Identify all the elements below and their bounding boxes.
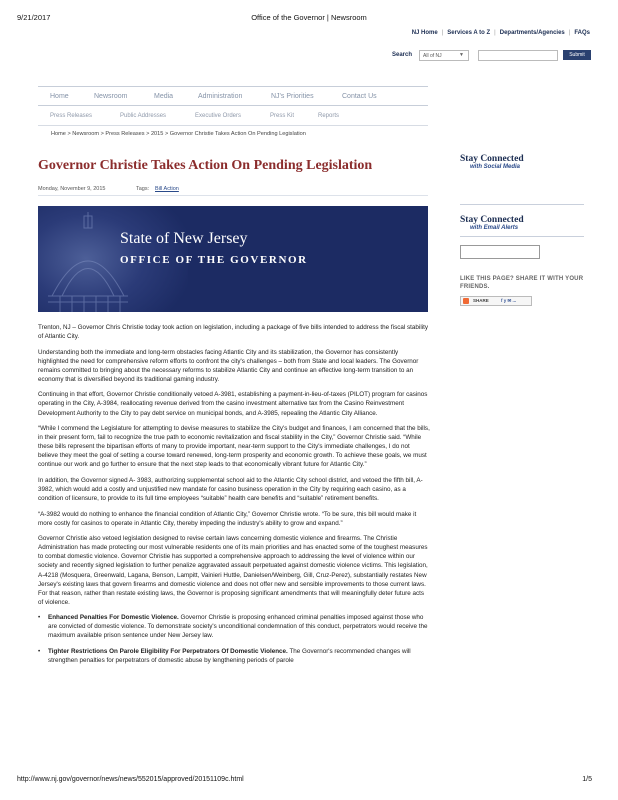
util-link-nj-home[interactable]: NJ Home xyxy=(411,30,438,36)
nav-home[interactable]: Home xyxy=(50,93,69,100)
separator: | xyxy=(494,30,496,36)
separator: | xyxy=(568,30,571,36)
share-icon xyxy=(463,298,469,304)
util-link-faqs[interactable]: FAQs xyxy=(574,30,590,36)
banner-office-text: OFFICE OF THE GOVERNOR xyxy=(120,254,308,266)
chevron-down-icon: ▼ xyxy=(459,52,464,58)
nav-contact[interactable]: Contact Us xyxy=(342,93,377,100)
nav-priorities[interactable]: NJ's Priorities xyxy=(271,93,314,100)
article-paragraph: Trenton, NJ – Governor Chris Christie today took action on legislation, including a package of five bills intended to address the fiscal stability of Atlantic City. xyxy=(38,324,429,341)
main-nav xyxy=(38,86,428,106)
email-subtitle[interactable]: with Email Alerts xyxy=(470,225,519,231)
article-date: Monday, November 9, 2015 xyxy=(38,186,106,192)
email-field[interactable] xyxy=(460,245,540,259)
separator: | xyxy=(441,30,444,36)
banner-state-text: State of New Jersey xyxy=(120,230,248,247)
bullet-text: Governor Christie is proposing enhanced criminal penalties imposed against those who are convicted of domestic violence. To demonstrate society's unconditional condemnation of this conduct, perpetrators would receive the maximum available prison sentence under New Jersey law. xyxy=(48,614,428,640)
article-meta xyxy=(38,186,179,192)
search-scope-select[interactable] xyxy=(419,50,469,61)
social-title[interactable]: Stay Connected xyxy=(460,154,524,164)
subnav-executive-orders[interactable]: Executive Orders xyxy=(195,113,242,119)
search-input[interactable] xyxy=(478,50,558,61)
bullet-icon: • xyxy=(38,614,41,622)
article-paragraph: In addition, the Governor signed A- 3983, authorizing supplemental school aid to the Atlantic City school district, and vetoed the fifth bill, A-3982, which would add a costly and unjustified new mandate for casino business operation in the City by requiring each casino, as a condition of licensure, to provide to its full time employees “suitable” health care benefits and “suitable” retirement benefits. xyxy=(38,476,423,503)
sidebar xyxy=(460,154,600,306)
divider xyxy=(460,204,584,205)
breadcrumb[interactable]: Home > Newsroom > Press Releases > 2015 > Governor Christie Takes Action On Pending Legislation xyxy=(51,131,306,137)
article-paragraph: “While I commend the Legislature for attempting to devise measures to stabilize the City's budget and finances, I am concerned that the bills, in their present form, fail to recognize the true path to economic revitalization and fiscal stability in the City,” Governor Christie said. “While these bills represent the bipartisan efforts of many to provide important, near-term support to the City's immediate challenges, I do not believe they meet the goal of setting a course toward renewed, long-term prosperity and economic growth. To achieve these goals, we must continue our work and go further to ensure that the next step leads to that economically vibrant future for Atlantic City.” xyxy=(38,425,430,469)
list-item xyxy=(38,613,430,640)
bullet-heading: Tighter Restrictions On Parole Eligibility For Perpetrators Of Domestic Violence. xyxy=(48,647,288,655)
article-paragraph: Continuing in that effort, Governor Christie conditionally vetoed A-3981, establishing a payment-in-lieu-of-taxes (PILOT) program for casinos operating in the City, A-3984, reallocating revenue derived from the casino investment alternative tax from the Casino Reinvestment Development Authority to the City to pay debt service on municipal bonds, and A-3985, repealing the Atlantic City Alliance. xyxy=(38,391,428,417)
nav-administration[interactable]: Administration xyxy=(198,93,243,100)
print-header xyxy=(0,0,618,22)
subnav-reports[interactable]: Reports xyxy=(318,113,340,119)
divider xyxy=(38,195,428,196)
subnav-press-releases[interactable]: Press Releases xyxy=(50,113,93,119)
search-submit-button[interactable]: Submit xyxy=(563,50,591,60)
bullet-content xyxy=(48,647,430,665)
nav-media[interactable]: Media xyxy=(154,93,174,100)
subnav-public-addresses[interactable]: Public Addresses xyxy=(120,113,167,119)
search-bar xyxy=(392,50,592,62)
search-label: Search xyxy=(392,52,413,58)
subnav-press-kit[interactable]: Press Kit xyxy=(270,113,295,119)
bullet-text: The Governor's recommended changes will strengthen penalties for perpetrators of domestic abuse by lengthening periods of parole xyxy=(48,647,411,665)
tag-link[interactable]: Bill Action xyxy=(155,186,179,192)
page-title: Governor Christie Takes Action On Pending Legislation xyxy=(38,158,373,173)
share-button[interactable] xyxy=(460,296,532,306)
util-link-departments[interactable]: Departments/Agencies xyxy=(499,30,565,36)
util-link-services[interactable]: Services A to Z xyxy=(447,30,491,36)
print-url: http://www.nj.gov/governor/news/news/552015/approved/20151109c.html xyxy=(17,776,244,783)
divider xyxy=(460,236,584,237)
article-paragraph: Understanding both the immediate and long-term obstacles facing Atlantic City and its stabilization, the Governor has consistently highlighted the need for comprehensive reform efforts to confront the city's challenges – both from State and local leaders. The Governor remains committed to bringing about the necessary reforms to stabilize Atlantic City and continue an effective long-term transition to an economy that is diversified beyond its traditional gaming industry. xyxy=(38,348,419,383)
article-body xyxy=(38,323,430,672)
list-item xyxy=(38,647,430,665)
sub-nav xyxy=(38,106,428,126)
article-paragraph: “A-3982 would do nothing to enhance the financial condition of Atlantic City,” Governor Christie wrote. “To be sure, this bill would make it more costly for casinos to operate in Atlantic City, thereby impeding the industry's ability to grow and expand.” xyxy=(38,510,417,527)
share-services-icons: f y ✉ ... xyxy=(501,298,517,303)
email-title[interactable]: Stay Connected xyxy=(460,215,524,225)
governor-banner xyxy=(38,206,428,312)
share-prompt: LIKE THIS PAGE? SHARE IT WITH YOUR FRIENDS. xyxy=(460,276,584,290)
tags-label: Tags: xyxy=(136,186,150,192)
article-paragraph: Governor Christie also vetoed legislation designed to revise certain laws concerning domestic violence and firearms. The Christie Administration has made protecting our most vulnerable residents one of its main priorities and has enacted some of the toughest measures to combat domestic violence. Governor Christie has supported a comprehensive approach to addressing the level of violence within our society and recently signed legislation to further penalize aggravated assault perpetuated against domestic violence victims. This legislation, A-4218 (Mosquera, Greenwald, Lagana, Benson, Lampitt, Vainieri Huttle, Danielsen/Weinberg, Gill, Cruz-Perez), substantially restates New Jersey's existing laws that govern firearms and domestic violence and does not offer new and sensible improvements to those current laws. For that reason, rather than restate existing laws, the Governor is proposing significant amendments that will meaningfully deter future acts of violence. xyxy=(38,535,428,606)
bullet-heading: Enhanced Penalties For Domestic Violence. xyxy=(48,614,179,622)
print-page-title: Office of the Governor | Newsroom xyxy=(251,13,367,22)
utility-links xyxy=(412,30,590,36)
nav-newsroom[interactable]: Newsroom xyxy=(94,93,128,100)
page-number: 1/5 xyxy=(582,776,592,783)
bullet-icon: • xyxy=(38,647,41,655)
bullet-content xyxy=(48,613,430,640)
share-label: SHARE xyxy=(473,298,489,303)
print-date: 9/21/2017 xyxy=(17,13,51,22)
search-scope-value: All of NJ xyxy=(423,53,442,59)
social-subtitle[interactable]: with Social Media xyxy=(470,164,521,170)
